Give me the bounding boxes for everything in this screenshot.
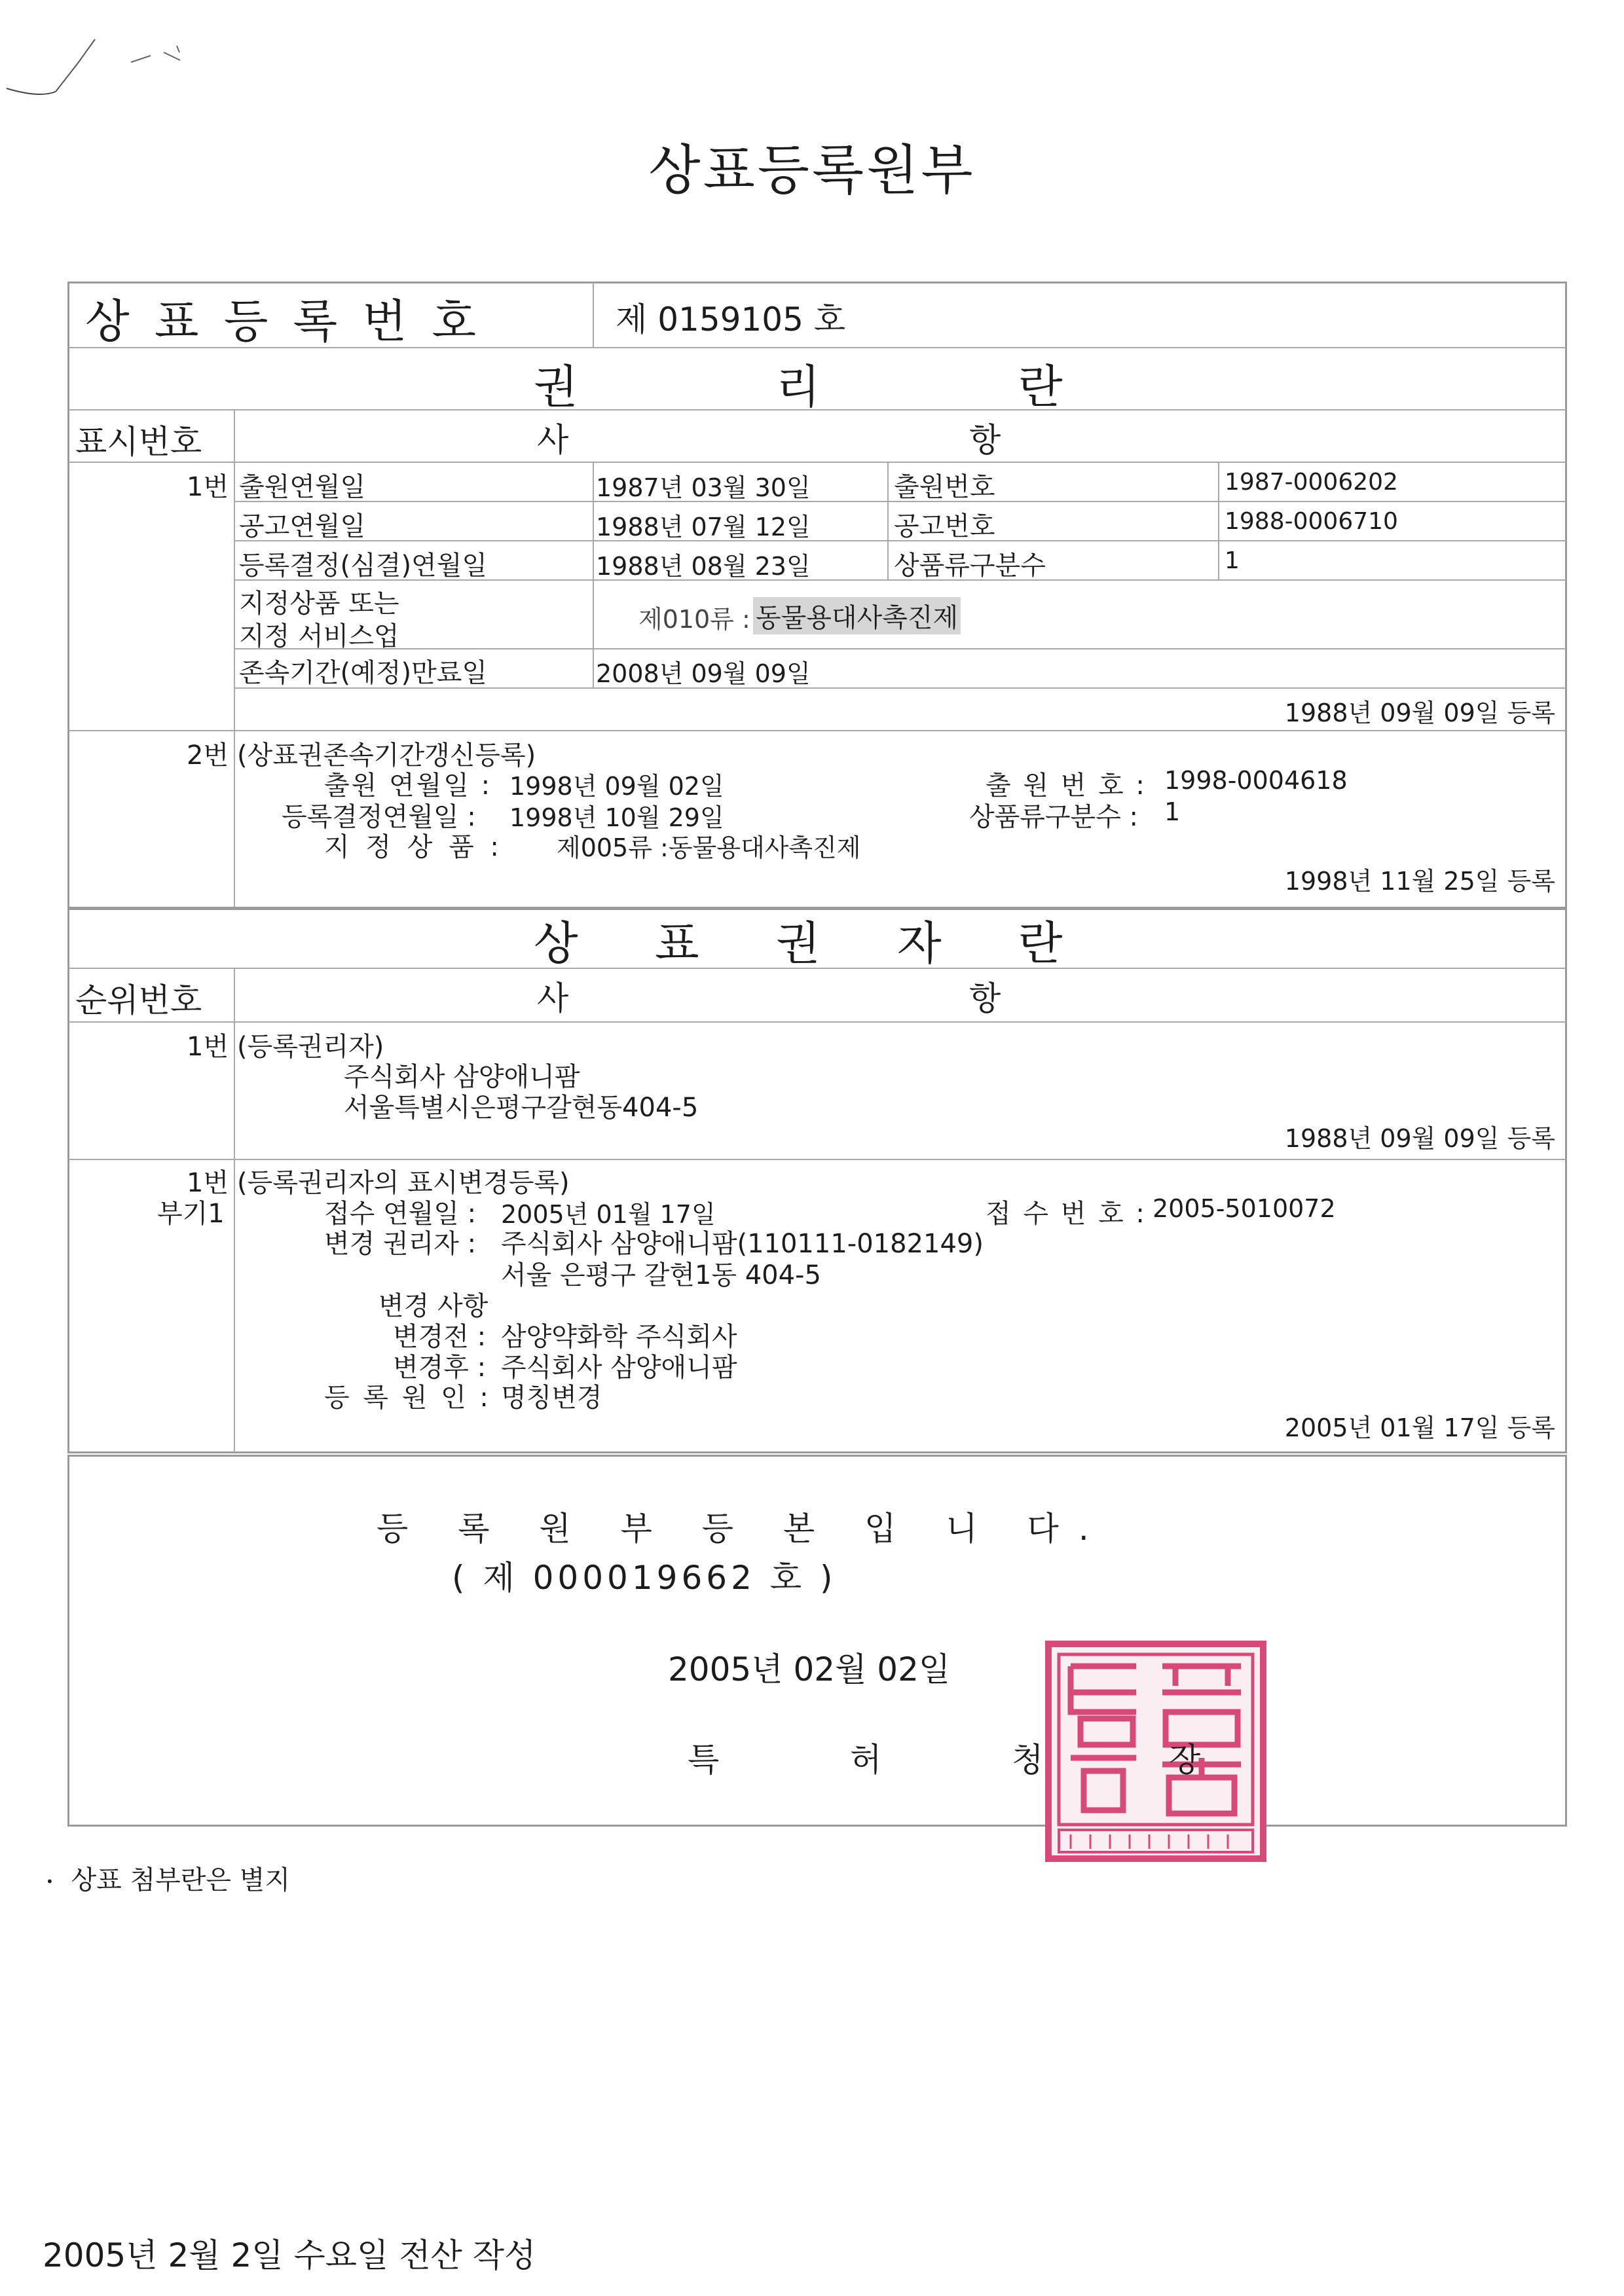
registration-number: 제 0159105 호 bbox=[616, 301, 846, 338]
renewal-filing-date-label: 출원 연월일 : bbox=[324, 771, 492, 801]
before-label: 변경전 : bbox=[393, 1322, 487, 1352]
publication-number-label: 공고번호 bbox=[894, 511, 995, 541]
publication-date-label: 공고연월일 bbox=[239, 511, 366, 541]
before-value: 삼양약화학 주식회사 bbox=[501, 1322, 737, 1352]
owner-entry2-registered: 2005년 01월 17일 등록 bbox=[1284, 1413, 1555, 1442]
bullet-icon: • bbox=[46, 1874, 54, 1889]
renewal-goods: 제005류 :동물용대사촉진제 bbox=[557, 833, 861, 862]
owner-col-index: 순위번호 bbox=[75, 981, 202, 1019]
filing-number-label: 출원번호 bbox=[894, 472, 995, 502]
issuer-2: 허 bbox=[850, 1741, 882, 1779]
issuer-4: 장 bbox=[1169, 1741, 1201, 1779]
rights-col-index: 표시번호 bbox=[75, 423, 202, 461]
after-value: 주식회사 삼양애니팜 bbox=[501, 1353, 737, 1383]
designated-goods: 동물용대사촉진제 bbox=[753, 597, 961, 634]
rights-entry1-index: 1번 bbox=[187, 472, 229, 502]
issuer-3: 청 bbox=[1012, 1741, 1044, 1779]
owner-entry1-name: 주식회사 삼양애니팜 bbox=[344, 1062, 580, 1092]
changed-holder-label: 변경 권리자 : bbox=[324, 1229, 477, 1259]
cause-label: 등 록 원 인 : bbox=[324, 1383, 491, 1413]
rights-col-matter-1: 사 bbox=[537, 421, 569, 459]
owner-heading-2: 표 bbox=[655, 917, 699, 970]
entry2-registered: 1998년 11월 25일 등록 bbox=[1284, 867, 1555, 896]
term-label: 존속기간(예정)만료일 bbox=[239, 658, 487, 688]
renewal-filing-no-label: 출 원 번 호 : bbox=[986, 771, 1147, 801]
print-footer: 2005년 2월 2일 수요일 전산 작성 bbox=[43, 2236, 536, 2274]
term-value: 2008년 09월 09일 bbox=[596, 659, 811, 688]
receipt-no-label: 접 수 번 호 : bbox=[986, 1199, 1147, 1229]
change-items-label: 변경 사항 bbox=[378, 1291, 489, 1321]
owner-entry2-sub-index: 부기1 bbox=[157, 1199, 225, 1229]
after-label: 변경후 : bbox=[393, 1353, 487, 1383]
rights-entry2-index: 2번 bbox=[187, 740, 229, 771]
attachment-note bbox=[46, 1859, 290, 1897]
certification-date: 2005년 02월 02일 bbox=[668, 1650, 951, 1688]
renewal-class-count-label: 상품류구분수 : bbox=[969, 802, 1139, 832]
owner-entry1-title: (등록권리자) bbox=[237, 1032, 384, 1062]
owner-heading-4: 자 bbox=[897, 917, 942, 970]
renewal-filing-no: 1998-0004618 bbox=[1164, 766, 1348, 795]
publication-date: 1988년 07월 12일 bbox=[596, 513, 811, 541]
designated-class: 제010류 : bbox=[638, 605, 750, 634]
receipt-date: 2005년 01월 17일 bbox=[501, 1200, 716, 1229]
filing-date: 1987년 03월 30일 bbox=[596, 473, 811, 502]
rights-col-matter-2: 항 bbox=[969, 421, 1001, 459]
renewal-goods-label: 지 정 상 품 : bbox=[324, 832, 503, 862]
owner-heading-3: 권 bbox=[776, 917, 821, 970]
entry1-registered: 1988년 09월 09일 등록 bbox=[1284, 699, 1555, 727]
owner-entry2-title: (등록권리자의 표시변경등록) bbox=[237, 1168, 570, 1198]
owner-col-matter-2: 항 bbox=[969, 979, 1001, 1017]
attachment-note-text: 상표 첨부란은 별지 bbox=[71, 1865, 291, 1895]
designated-label-1: 지정상품 또는 bbox=[239, 589, 399, 619]
certification-statement: 등 록 원 부 등 본 입 니 다. bbox=[377, 1510, 1109, 1548]
receipt-date-label: 접수 연월일 : bbox=[324, 1199, 477, 1229]
designated-label-2: 지정 서비스업 bbox=[239, 621, 399, 651]
official-seal bbox=[1044, 1640, 1267, 1863]
owner-heading-1: 상 bbox=[534, 917, 578, 970]
class-count: 1 bbox=[1225, 547, 1240, 574]
renewal-filing-date: 1998년 09월 02일 bbox=[509, 772, 724, 801]
filing-number: 1987-0006202 bbox=[1225, 469, 1398, 496]
renewal-decision-date-label: 등록결정연월일 : bbox=[282, 802, 476, 832]
cause-value: 명칭변경 bbox=[501, 1383, 602, 1413]
class-count-label: 상품류구분수 bbox=[894, 551, 1046, 581]
rights-heading-2: 리 bbox=[776, 360, 821, 414]
filing-date-label: 출원연월일 bbox=[239, 472, 366, 502]
certification-copy-number: ( 제 000019662 호 ) bbox=[452, 1559, 837, 1597]
changed-holder: 주식회사 삼양애니팜(110111-0182149) bbox=[501, 1229, 984, 1259]
registration-number-label: 상 표 등 록 번 호 bbox=[85, 295, 481, 348]
renewal-decision-date: 1998년 10월 29일 bbox=[509, 803, 724, 832]
decision-date: 1988년 08월 23일 bbox=[596, 552, 811, 581]
owner-heading-5: 란 bbox=[1018, 917, 1063, 970]
owner-entry1-registered: 1988년 09월 09일 등록 bbox=[1284, 1124, 1555, 1153]
owner-entry1-address: 서울특별시은평구갈현동404-5 bbox=[344, 1093, 699, 1123]
owner-entry2-index: 1번 bbox=[187, 1168, 229, 1198]
owner-entry1-index: 1번 bbox=[187, 1032, 229, 1062]
page-title: 상표등록원부 bbox=[648, 139, 976, 202]
issuer-1: 특 bbox=[688, 1741, 720, 1779]
publication-number: 1988-0006710 bbox=[1225, 508, 1398, 535]
owner-col-matter-1: 사 bbox=[537, 979, 569, 1017]
rights-heading-1: 권 bbox=[534, 360, 578, 414]
changed-address: 서울 은평구 갈현1동 404-5 bbox=[501, 1260, 821, 1290]
receipt-no: 2005-5010072 bbox=[1153, 1194, 1336, 1223]
decision-date-label: 등록결정(심결)연월일 bbox=[239, 551, 487, 581]
renewal-class-count: 1 bbox=[1164, 797, 1181, 826]
rights-entry2-title: (상표권존속기간갱신등록) bbox=[237, 740, 536, 771]
scan-mark bbox=[0, 0, 210, 111]
rights-heading-3: 란 bbox=[1018, 360, 1063, 414]
